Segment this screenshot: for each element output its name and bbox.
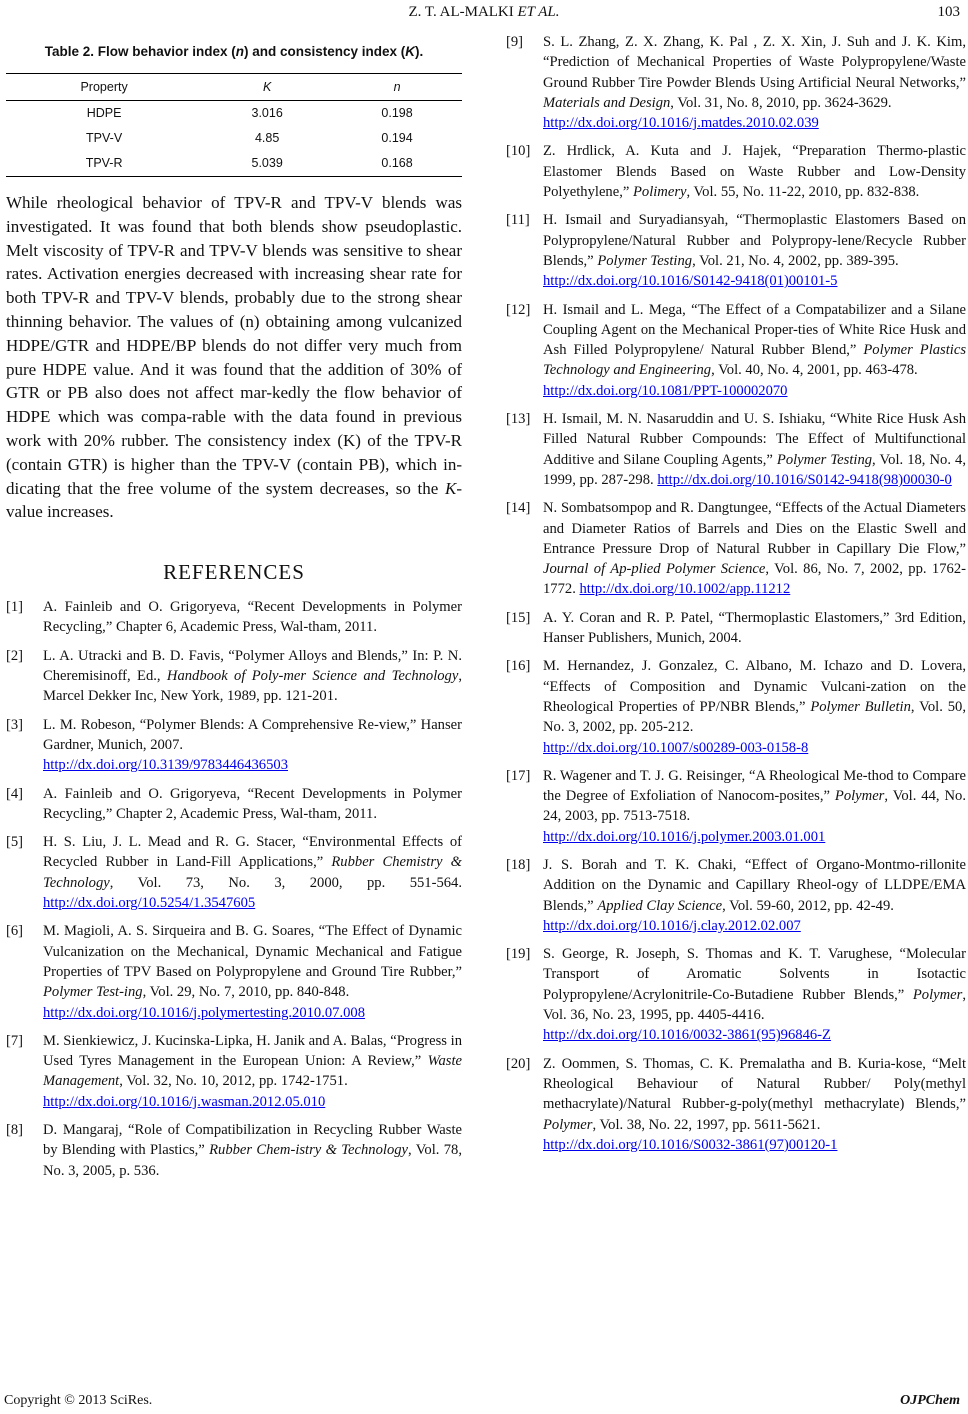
reference-journal: Rubber Chem-istry & Technology xyxy=(209,1142,409,1159)
table-cell: 0.198 xyxy=(381,106,413,120)
reference-text: H. Ismail, M. N. Nasaruddin and U. S. Ishiaku, “White Rice Husk Ash Filled Natural Rubber Compounds: The Effect of Multifunctional Additive and Silane Coupling Agents,” Polymer Testing, Vol. 18, No. 4, 1999, pp. 287-298. http://dx.doi.org/10.1016/S0142-9418(98)00030-0 xyxy=(543,411,966,488)
reference-text: L. M. Robeson, “Polymer Blends: A Comprehensive Re-view,” Hanser Gardner, Munich, 2007. http://dx.doi.org/10.3139/9783446436503 xyxy=(43,715,462,776)
reference-item xyxy=(506,409,966,490)
reference-item xyxy=(506,498,966,599)
reference-item xyxy=(506,656,966,757)
reference-number: [8] xyxy=(6,1121,24,1138)
doi-link[interactable]: http://dx.doi.org/10.1007/s00289-003-0158-8 xyxy=(543,739,809,756)
reference-item xyxy=(506,300,966,401)
reference-item xyxy=(6,832,462,913)
authors-text: Z. T. AL-MALKI xyxy=(408,4,518,20)
reference-item xyxy=(6,1031,462,1112)
reference-text: L. A. Utracki and B. D. Favis, “Polymer Alloys and Blends,” In: P. N. Cheremisinoff, Ed., Handbook of Poly-mer Science and Technology, Marcel Dekker Inc, New York, 1989, pp. 121-201. xyxy=(43,647,462,705)
right-column xyxy=(506,32,966,1163)
reference-journal: Polymer xyxy=(543,1116,593,1133)
reference-text: A. Y. Coran and R. P. Patel, “Thermoplastic Elastomers,” 3rd Edition, Hanser Publishers, Munich, 2004. xyxy=(543,609,966,647)
table-caption: Table 2. Flow behavior index (n) and consistency index (K). xyxy=(44,44,424,59)
doi-link[interactable]: http://dx.doi.org/10.1081/PPT-100002070 xyxy=(543,382,788,399)
reference-journal: Polymer Bulletin xyxy=(810,698,911,715)
reference-text: A. Fainleib and O. Grigoryeva, “Recent Developments in Polymer Recycling,” Chapter 6, Academic Press, Wal-tham, 2011. xyxy=(43,599,462,636)
reference-text: S. George, R. Joseph, S. Thomas and K. T. Varughese, “Molecular Transport of Aromatic Solvents in Isotactic Polypropylene/Acrylonitrile-Co-Butadiene Rubber Blends,” Polymer, Vol. 36, No. 23, 1995, pp. 4405-4416. http://dx.doi.org/10.1016/0032-3861(95)96846-Z xyxy=(543,944,966,1045)
reference-number: [12] xyxy=(506,301,531,318)
reference-number: [4] xyxy=(6,785,24,802)
doi-link[interactable]: http://dx.doi.org/10.1016/j.clay.2012.02.007 xyxy=(543,917,801,934)
conclusion-paragraph: While rheological behavior of TPV-R and TPV-V blends was investigated. It was found that both blends show pseudoplastic. Melt viscosity of TPV-R and TPV-V blends was sensitive to shear rates. Activation energies decreased with increasing shear rate for both TPV-R and TPV-V blends, probably due to the strong shear thinning behavior. The values of (n) obtaining among vulcanized HDPE/GTR and HDPE/BP blends do not differ very much from pure HDPE value. And it was found that the addition of 30% of GTR or PB also does not affect mar-kedly the flow behavior of HDPE which was compa-rable with the data found in previous work with 20% rubber. The consistency index (K) of the TPV-R (contain GTR) is higher than the TPV-V (contain PB), which in-dicating that the free volume of the system decreases, so the K-value increases. xyxy=(6,193,462,522)
reference-item xyxy=(6,921,462,1022)
reference-number: [1] xyxy=(6,599,24,616)
reference-text: M. Magioli, A. S. Sirqueira and B. G. Soares, “The Effect of Dynamic Vulcanization on the Mechanical, Dynamic Mechanical and Fatigue Properties of TPV Based on Polypropylene and Ground Tire Rubber,” Polymer Test-ing, Vol. 29, No. 7, 2010, pp. 840-848. http://dx.doi.org/10.1016/j.polymertesting.2010.07.008 xyxy=(43,921,462,1022)
reference-item xyxy=(6,784,462,825)
doi-link[interactable]: http://dx.doi.org/10.3139/9783446436503 xyxy=(43,757,288,774)
doi-link[interactable]: http://dx.doi.org/10.1016/j.matdes.2010.02.039 xyxy=(543,115,819,132)
reference-text: S. L. Zhang, Z. X. Zhang, K. Pal , Z. X. Xin, J. Suh and J. K. Kim, “Prediction of Mechanical Properties of Waste Polypropylene/Waste Ground Rubber Tire Powder Blends Using Artificial Neural Networks,” Materials and Design, Vol. 31, No. 8, 2010, pp. 3624-3629. http://dx.doi.org/10.1016/j.matdes.2010.02.039 xyxy=(543,32,966,133)
reference-number: [16] xyxy=(506,658,531,675)
reference-text: N. Sombatsompop and R. Dangtungee, “Effects of the Actual Diameters and Diameter Ratios of Barrels and Dies on the Elastic Swell and Entrance Pressure Drop of Natural Rubber in Capillary Die Flow,” Journal of Ap-plied Polymer Science, Vol. 86, No. 7, 2002, pp. 1762-1772. http://dx.doi.org/10.1002/app.11212 xyxy=(543,500,966,598)
reference-number: [5] xyxy=(6,834,24,851)
doi-link[interactable]: http://dx.doi.org/10.1016/S0142-9418(01)00101-5 xyxy=(543,273,838,290)
table-row xyxy=(6,101,462,127)
reference-number: [7] xyxy=(6,1032,24,1049)
table-cell: 0.168 xyxy=(332,151,462,177)
reference-item xyxy=(506,1054,966,1155)
reference-text: H. S. Liu, J. L. Mead and R. G. Stacer, “Environmental Effects of Recycled Rubber in Land-Fill Applications,” Rubber Chemistry & Technology, Vol. 73, No. 3, 2000, pp. 551-564. http://dx.doi.org/10.5254/1.3547605 xyxy=(43,834,462,912)
reference-journal: Waste Management xyxy=(43,1053,462,1090)
reference-item xyxy=(506,855,966,936)
reference-number: [3] xyxy=(6,716,24,733)
reference-item xyxy=(6,597,462,638)
reference-number: [11] xyxy=(506,212,530,229)
et-al: ET AL. xyxy=(517,4,560,20)
table-cell: 5.039 xyxy=(202,151,332,177)
reference-number: [14] xyxy=(506,500,531,517)
page-number: 103 xyxy=(937,4,960,20)
reference-item xyxy=(6,646,462,707)
table-row xyxy=(6,151,462,177)
reference-journal: Applied Clay Science xyxy=(597,897,723,914)
reference-text: H. Ismail and L. Mega, “The Effect of a Compatabilizer and a Silane Coupling Agent on the Mechanical Proper-ties of White Rice Husk and Ash Filled Polypropylene/ Natural Rubber Blend,” Polymer Plastics Technology and Engineering, Vol. 40, No. 4, 2001, pp. 463-478. http://dx.doi.org/10.1081/PPT-100002070 xyxy=(543,300,966,401)
reference-number: [15] xyxy=(506,609,531,626)
reference-journal: Journal of Ap-plied Polymer Science xyxy=(543,561,766,578)
reference-item xyxy=(6,715,462,776)
doi-link[interactable]: http://dx.doi.org/10.1016/S0142-9418(98)00030-0 xyxy=(657,471,952,488)
doi-link[interactable]: http://dx.doi.org/10.5254/1.3547605 xyxy=(43,895,256,912)
doi-link[interactable]: http://dx.doi.org/10.1002/app.11212 xyxy=(579,581,791,598)
reference-journal: Polymer Test-ing xyxy=(43,984,143,1001)
reference-journal: Polimery xyxy=(632,184,687,201)
reference-text: M. Sienkiewicz, J. Kucinska-Lipka, H. Janik and A. Balas, “Progress in Used Tyres Management in the European Union: A Review,” Waste Management, Vol. 32, No. 10, 2012, pp. 1742-1751. http://dx.doi.org/10.1016/j.wasman.2012.05.010 xyxy=(43,1031,462,1112)
journal-name: OJPChem xyxy=(900,1393,960,1408)
reference-item xyxy=(506,210,966,291)
reference-number: [17] xyxy=(506,767,531,784)
reference-text: H. Ismail and Suryadiansyah, “Thermoplastic Elastomers Based on Polypropylene/Natural Rubber and Polypropy-lene/Recycle Rubber Blends,” Polymer Testing, Vol. 21, No. 4, 2002, pp. 389-395. http://dx.doi.org/10.1016/S0142-9418(01)00101-5 xyxy=(543,210,966,291)
reference-number: [6] xyxy=(6,923,24,940)
col-header-n: n xyxy=(332,74,462,101)
reference-number: [18] xyxy=(506,856,531,873)
reference-item xyxy=(6,1120,462,1181)
reference-number: [10] xyxy=(506,143,531,160)
reference-journal: Polymer Testing xyxy=(597,252,693,269)
reference-journal: Polymer Plastics Technology and Engineering xyxy=(543,342,966,379)
reference-item xyxy=(506,944,966,1045)
table-row xyxy=(6,126,462,151)
reference-journal: Polymer xyxy=(912,986,963,1003)
reference-text: R. Wagener and T. J. G. Reisinger, “A Rheological Me-thod to Compare the Degree of Exfoliation of Nanocom-posites,” Polymer, Vol. 44, No. 24, 2003, pp. 7513-7518. http://dx.doi.org/10.1016/j.polymer.2003.01.001 xyxy=(543,766,966,847)
reference-number: [13] xyxy=(506,411,531,428)
reference-journal: Handbook of Poly-mer Science and Technology xyxy=(166,668,459,685)
reference-text: D. Mangaraj, “Role of Compatibilization in Recycling Rubber Waste by Blending with Plastics,” Rubber Chem-istry & Technology, Vol. 78, No. 3, 2005, p. 536. xyxy=(43,1121,462,1179)
reference-number: [19] xyxy=(506,946,531,963)
table-cell: 0.194 xyxy=(381,131,413,145)
doi-link[interactable]: http://dx.doi.org/10.1016/0032-3861(95)96846-Z xyxy=(543,1027,831,1044)
copyright: Copyright © 2013 SciRes. xyxy=(4,1393,153,1408)
col-header-property: Property xyxy=(6,74,202,101)
reference-journal: Materials and Design xyxy=(543,94,671,111)
table-cell: TPV-R xyxy=(6,151,202,177)
table-cell: 4.85 xyxy=(254,131,280,145)
reference-item xyxy=(506,32,966,133)
reference-journal: Rubber Chemistry & Technology xyxy=(43,854,462,891)
reference-text: M. Hernandez, J. Gonzalez, C. Albano, M. Ichazo and D. Lovera, “Effects of Composition and Dynamic Vulcani-zation on the Rheological Properties of PP/NBR Blends,” Polymer Bulletin, Vol. 50, No. 3, 2002, pp. 205-212. http://dx.doi.org/10.1007/s00289-003-0158-8 xyxy=(543,656,966,757)
reference-number: [2] xyxy=(6,647,24,664)
flow-behavior-table xyxy=(6,73,462,177)
doi-link[interactable]: http://dx.doi.org/10.1016/S0032-3861(97)00120-1 xyxy=(543,1136,838,1153)
reference-list-left xyxy=(6,597,462,1181)
reference-text: A. Fainleib and O. Grigoryeva, “Recent Developments in Polymer Recycling,” Chapter 2, Academic Press, Wal-tham, 2011. xyxy=(43,785,462,822)
col-header-k: K xyxy=(202,74,332,101)
doi-link[interactable]: http://dx.doi.org/10.1016/j.polymertesting.2010.07.008 xyxy=(43,1004,366,1021)
doi-link[interactable]: http://dx.doi.org/10.1016/j.polymer.2003.01.001 xyxy=(543,828,826,845)
reference-item xyxy=(506,766,966,847)
reference-text: Z. Oommen, S. Thomas, C. K. Premalatha and B. Kuria-kose, “Melt Rheological Behaviour of Natural Rubber/ Poly(methyl methacrylate)/Natural Rubber-g-poly(methyl methacrylate) Blends,” Polymer, Vol. 38, No. 22, 1997, pp. 5611-5621. http://dx.doi.org/10.1016/S0032-3861(97)00120-1 xyxy=(543,1054,966,1155)
reference-number: [20] xyxy=(506,1055,531,1072)
table-cell: HDPE xyxy=(86,106,122,120)
reference-journal: Polymer Testing xyxy=(776,451,873,468)
reference-journal: Polymer xyxy=(834,788,885,805)
reference-list-right xyxy=(506,32,966,1155)
running-authors xyxy=(0,4,968,21)
references-heading: REFERENCES xyxy=(163,560,305,585)
reference-item xyxy=(506,608,966,649)
table-cell: TPV-V xyxy=(86,131,123,145)
reference-number: [9] xyxy=(506,34,524,50)
reference-item xyxy=(506,141,966,202)
table-header-row xyxy=(6,74,462,101)
reference-text: J. S. Borah and T. K. Chaki, “Effect of Organo-Montmo-rillonite Addition on the Dynamic and Capillary Rheol-ogy of LLDPE/EMA Blends,” Applied Clay Science, Vol. 59-60, 2012, pp. 42-49. http://dx.doi.org/10.1016/j.clay.2012.02.007 xyxy=(543,855,966,936)
running-header xyxy=(0,2,968,24)
doi-link[interactable]: http://dx.doi.org/10.1016/j.wasman.2012.05.010 xyxy=(43,1093,326,1110)
table-cell: 3.016 xyxy=(251,106,283,120)
reference-text: Z. Hrdlick, A. Kuta and J. Hajek, “Preparation Thermo-plastic Elastomer Blends Based on Waste Rubber and Low-Density Polyethylene,” Polimery, Vol. 55, No. 11-22, 2010, pp. 832-838. xyxy=(543,143,966,201)
left-column xyxy=(6,32,462,1189)
